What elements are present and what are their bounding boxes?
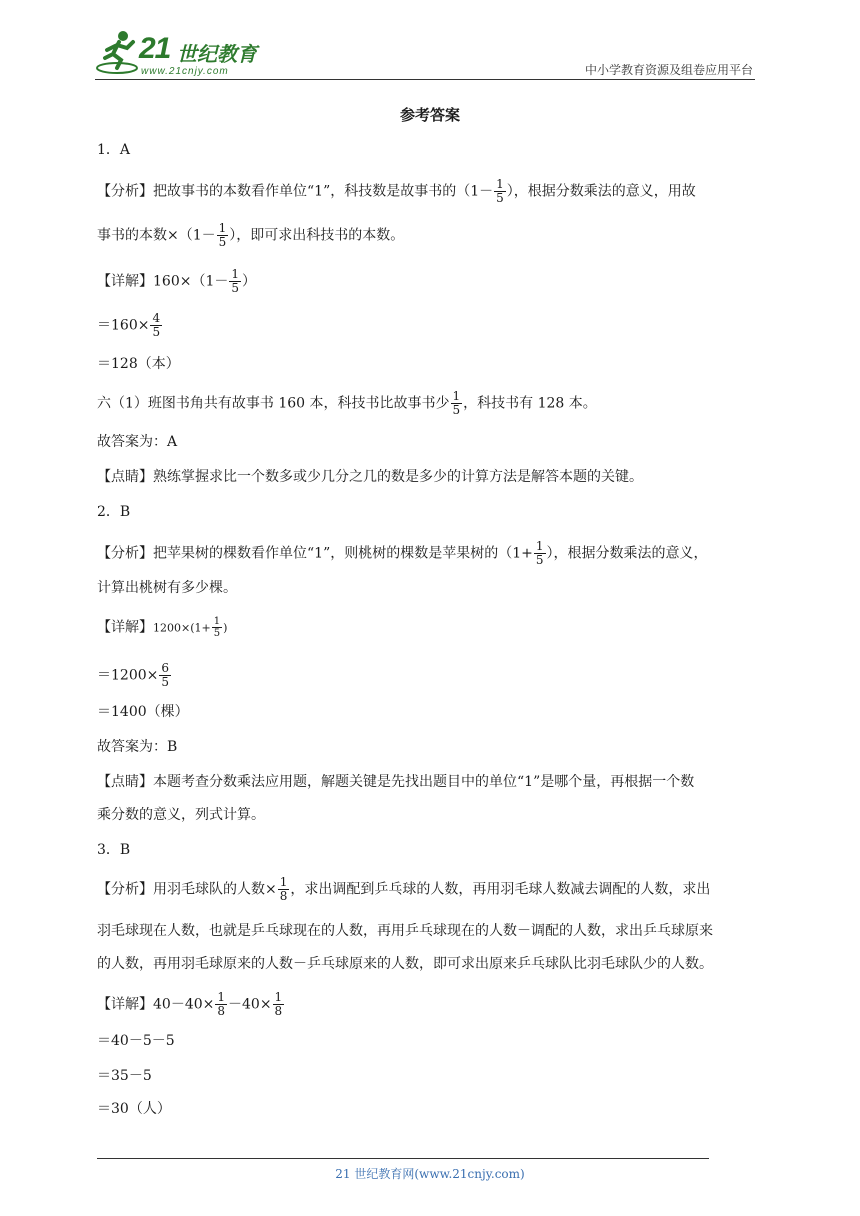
q1-analysis-line1 [97,178,696,205]
denominator: 5 [218,235,227,249]
q2-detail-expr-b: ) [223,621,228,635]
numerator: 1 [217,990,225,1004]
header-divider [95,79,755,80]
q2-analysis-line2: 计算出桃树有多少棵。 [97,580,237,596]
numerator: 4 [152,311,161,325]
q2-fraction-one-fifth [534,540,546,567]
denominator: 5 [231,281,239,295]
q2-detail [97,616,227,639]
numerator: 1 [452,389,461,403]
denominator: 5 [496,191,504,205]
q1-step1-text: ＝160× [97,317,150,334]
q1-detail-text-a: 【详解】160×（1－ [97,273,229,290]
q2-tip-line2: 乘分数的意义，列式计算。 [97,807,265,823]
q3-detail [97,991,285,1018]
q3-fraction-one-eighth [278,876,290,903]
q1-analysis-text-d: ），即可求出科技书的本数。 [229,227,405,244]
denominator: 5 [213,628,221,639]
denominator: 5 [452,403,461,417]
q2-tip-line1: 【点睛】本题考查分数乘法应用题，解题关键是先找出题目中的单位“1”是哪个量，再根据一个数 [97,774,695,790]
numerator: 1 [213,616,221,627]
logo-url: www.21cnjy.com [141,66,229,77]
header-tagline: 中小学教育资源及组卷应用平台 [584,63,753,77]
footer-text[interactable]: 21 世纪教育网(www.21cnjy.com) [335,1167,525,1181]
q2-step1-text: ＝1200× [97,667,159,684]
q3-answer: 3．B [97,842,131,858]
q3-step3: ＝30（人） [97,1101,171,1117]
q1-step2: ＝128（本） [97,356,180,372]
q3-analysis-line3: 的人数，再用羽毛球原来的人数－乒乓球原来的人数，即可求出原来乒乓球队比羽毛球队少的人数。 [97,956,713,972]
q1-analysis-line2 [97,222,404,249]
q2-step1 [97,662,172,689]
numerator: 6 [161,661,169,675]
q1-tip: 【点睛】熟练掌握求比一个数多或少几分之几的数是多少的计算方法是解答本题的关键。 [97,469,643,485]
q3-detail-text-b: －40× [228,996,272,1013]
q3-analysis-line2: 羽毛球现在人数，也就是乒乓球现在的人数，再用乒乓球现在的人数－调配的人数，求出乒乓球原来 [97,923,713,939]
q3-analysis-line1 [97,876,710,903]
q2-analysis-text-a: 【分析】把苹果树的棵数看作单位“1”，则桃树的棵数是苹果树的（1+ [97,545,533,562]
q3-step1: ＝40－5－5 [97,1033,175,1049]
q1-fraction-one-fifth [494,178,506,205]
q2-detail-expr-a: 1200×(1+ [153,621,211,635]
q1-fraction-one-fifth [451,390,463,417]
q1-fraction-four-fifths [150,312,162,339]
q2-fraction-six-fifths [159,662,171,689]
q3-analysis-text-a: 【分析】用羽毛球队的人数× [97,881,277,898]
q1-final: 故答案为：A [97,434,178,450]
site-logo [95,28,265,80]
footer-divider [97,1158,709,1159]
q2-analysis-text-b: ），根据分数乘法的意义， [546,545,708,562]
denominator: 5 [152,325,161,339]
logo-number: 21 [139,32,171,65]
denominator: 8 [279,889,288,903]
q3-fraction-one-eighth [273,991,285,1018]
q1-sentence-text-a: 六（1）班图书角共有故事书 160 本，科技书比故事书少 [97,395,450,412]
numerator: 1 [231,267,239,281]
q2-detail-label: 【详解】 [97,619,153,636]
denominator: 8 [274,1004,283,1018]
q1-analysis-text-b: ），根据分数乘法的意义，用故 [506,183,696,200]
q1-sentence-text-b: ，科技书有 128 本。 [463,395,597,412]
logo-text: 世纪教育 [177,42,257,66]
q3-analysis-text-b: ，求出调配到乒乓球的人数，再用羽毛球人数减去调配的人数，求出 [290,881,711,898]
q2-final: 故答案为：B [97,739,178,755]
q1-fraction-one-fifth [217,222,229,249]
page-title: 参考答案 [399,106,460,124]
q3-detail-text-a: 【详解】40－40× [97,996,215,1013]
q1-fraction-one-fifth [229,268,241,295]
q2-step2: ＝1400（棵） [97,704,189,720]
numerator: 1 [274,990,283,1004]
q1-analysis-text-a: 【分析】把故事书的本数看作单位“1”，科技数是故事书的（1－ [97,183,494,200]
q1-sentence [97,390,597,417]
denominator: 5 [161,675,169,689]
runner-icon [95,28,143,80]
page-header [95,28,755,80]
denominator: 8 [217,1004,225,1018]
q1-step1 [97,312,163,339]
numerator: 1 [279,875,288,889]
q1-analysis-text-c: 事书的本数×（1－ [97,227,216,244]
q2-answer: 2．B [97,504,131,520]
numerator: 1 [535,539,544,553]
q1-detail [97,268,256,295]
q2-fraction-one-fifth [212,616,222,639]
q2-analysis-line1 [97,540,708,567]
numerator: 1 [218,221,227,235]
q3-step2: ＝35－5 [97,1068,152,1084]
q1-detail-text-b: ） [242,273,256,290]
q1-answer: 1．A [97,142,131,158]
denominator: 5 [535,553,544,567]
q3-fraction-one-eighth [215,991,227,1018]
numerator: 1 [496,177,504,191]
